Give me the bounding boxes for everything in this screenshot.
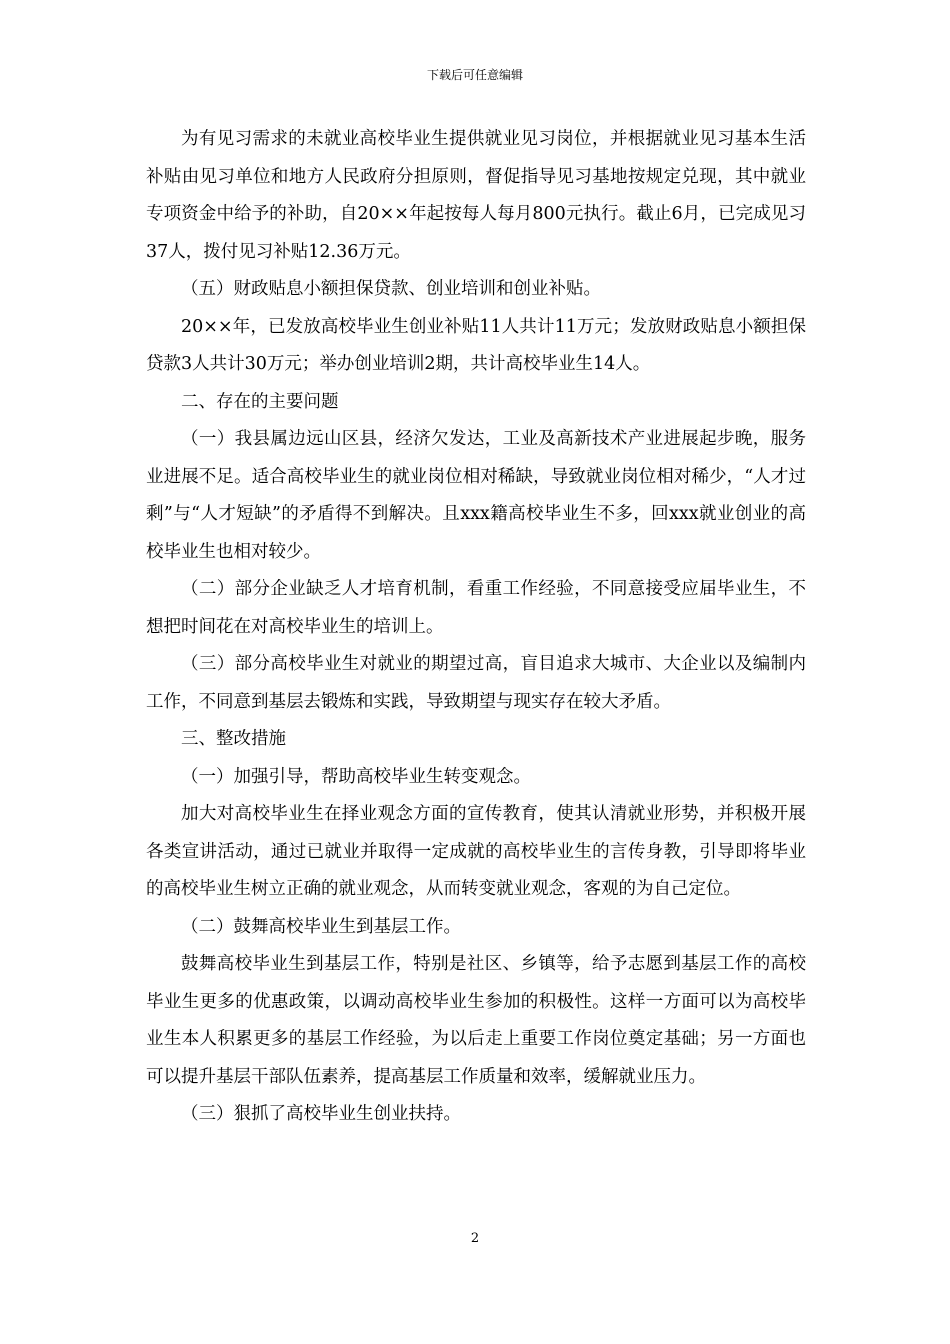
paragraph-measure-1: 加大对高校毕业生在择业观念方面的宣传教育，使其认清就业形势，并积极开展各类宣讲活动，通过已就业并取得一定成就的高校毕业生的言传身教，引导即将毕业的高校毕业生树立正确的就业观念，从而转变就业观念，客观的为自己定位。 [146,804,806,899]
page-header: 下载后可任意编辑 [426,68,523,82]
paragraph-subsidy: 20××年，已发放高校毕业生创业补贴11人共计11万元；发放财政贴息小额担保贷款3人共计30万元；举办创业培训2期，共计高校毕业生14人。 [146,316,806,374]
paragraph-problem-1: （一）我县属边远山区县，经济欠发达，工业及高新技术产业进展起步晚，服务业进展不足。适合高校毕业生的就业岗位相对稀缺，导致就业岗位相对稀少，“人才过剩”与“人才短缺”的矛盾得不到解决。且xxx籍高校毕业生不多，回xxx就业创业的高校毕业生也相对较少。 [146,429,806,562]
section-heading-problems: 二、存在的主要问题 [181,391,339,412]
paragraph-measure-2: 鼓舞高校毕业生到基层工作，特别是社区、乡镇等，给予志愿到基层工作的高校毕业生更多的优惠政策，以调动高校毕业生参加的积极性。这样一方面可以为高校毕业生本人积累更多的基层工作经验，为以后走上重要工作岗位奠定基础；另一方面也可以提升基层干部队伍素养，提高基层工作质量和效率，缓解就业压力。 [146,954,806,1087]
document-body [146,121,806,1134]
heading-measure-2: （二）鼓舞高校毕业生到基层工作。 [181,916,461,937]
section-heading-measures: 三、整改措施 [181,729,286,749]
page-number: 2 [470,1231,480,1246]
heading-subsidy: （五）财政贴息小额担保贷款、创业培训和创业补贴。 [181,279,601,299]
paragraph-problem-3: （三）部分高校毕业生对就业的期望过高，盲目追求大城市、大企业以及编制内工作，不同意到基层去锻炼和实践，导致期望与现实存在较大矛盾。 [146,654,806,712]
heading-measure-1: （一）加强引导，帮助高校毕业生转变观念。 [181,766,531,787]
heading-measure-3: （三）狠抓了高校毕业生创业扶持。 [181,1104,461,1124]
paragraph-internship: 为有见习需求的未就业高校毕业生提供就业见习岗位，并根据就业见习基本生活补贴由见习单位和地方人民政府分担原则，督促指导见习基地按规定兑现，其中就业专项资金中给予的补助，自20××年起按每人每月800元执行。截止6月，已完成见习37人，拨付见习补贴12.36万元。 [146,129,806,262]
paragraph-problem-2: （二）部分企业缺乏人才培育机制，看重工作经验，不同意接受应届毕业生，不想把时间花在对高校毕业生的培训上。 [146,579,806,637]
